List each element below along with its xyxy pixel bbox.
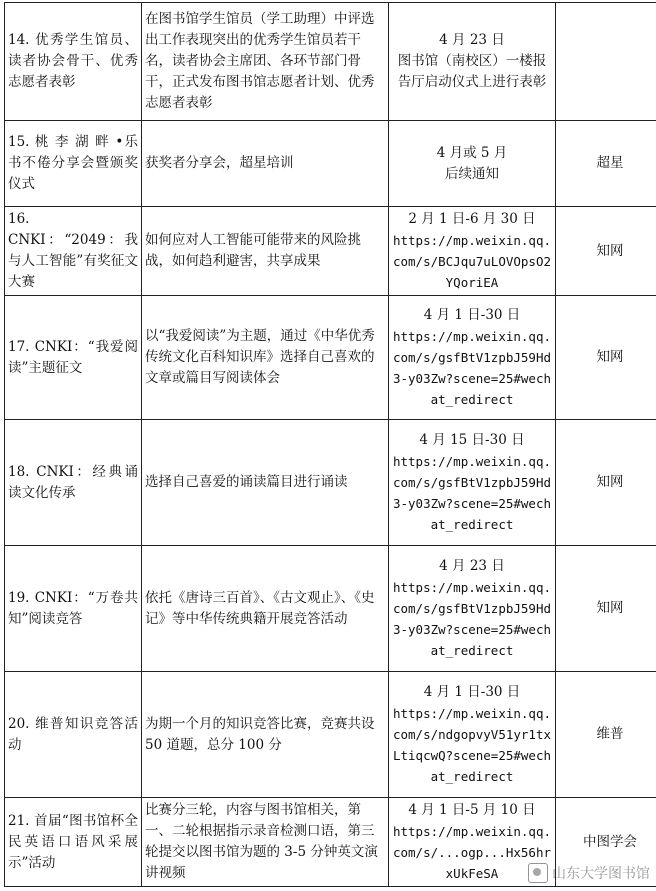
wechat-logo-icon bbox=[528, 863, 548, 883]
activity-description: 选择自己喜爱的诵读篇目进行诵读 bbox=[142, 420, 389, 546]
table-row bbox=[5, 207, 656, 296]
activity-date: 4 月 1 日-30 日 bbox=[423, 307, 521, 323]
activity-date: 4 月 1 日-5 月 10 日 bbox=[408, 802, 536, 818]
activity-description: 依托《唐诗三百首》、《古文观止》、《史记》等中华传统典籍开展竞答活动 bbox=[142, 546, 389, 672]
activity-date: 4 月或 5 月 bbox=[436, 144, 508, 161]
activity-date: 2 月 1 日-6 月 30 日 bbox=[408, 211, 536, 227]
activity-organizer: 知网 bbox=[556, 207, 656, 296]
table-row bbox=[5, 3, 656, 121]
activity-link[interactable]: https://mp.weixin.qq.com/s/gsfBtV1zpbJ59Hd3-y03Zw?scene=25#wechat_redirect bbox=[392, 329, 552, 407]
activity-time-cell bbox=[389, 420, 556, 546]
activity-note: 图书馆（南校区）一楼报告厅启动仪式上进行表彰 bbox=[397, 53, 547, 90]
activity-date: 4 月 23 日 bbox=[439, 32, 505, 48]
activity-description: 获奖者分享会，超星培训 bbox=[142, 121, 389, 207]
activity-link[interactable]: https://mp.weixin.qq.com/s/...ogp...Hx56hrxUkFeSA bbox=[392, 824, 552, 881]
activity-time-cell bbox=[389, 672, 556, 798]
activity-time-cell bbox=[389, 121, 556, 207]
activity-time-cell bbox=[389, 3, 556, 121]
activity-name: 15. 桃 李 湖 畔 •乐书不倦分享会暨颁奖仪式 bbox=[5, 121, 142, 207]
activity-time-cell bbox=[389, 296, 556, 420]
activity-description: 以“我爱阅读”为主题，通过《中华优秀传统文化百科知识库》选择自己喜欢的文章或篇目写阅读体会 bbox=[142, 296, 389, 420]
activity-link[interactable]: https://mp.weixin.qq.com/s/gsfBtV1zpbJ59Hd3-y03Zw?scene=25#wechat_redirect bbox=[392, 580, 552, 658]
activity-description: 如何应对人工智能可能带来的风险挑战，如何趋利避害，共享成果 bbox=[142, 207, 389, 296]
activity-organizer: 中图学会 bbox=[556, 798, 656, 887]
activity-organizer: 超星 bbox=[556, 121, 656, 207]
activity-name: 16. CNKI：“2049：我与人工智能”有奖征文大赛 bbox=[5, 207, 142, 296]
activity-name: 21. 首届“图书馆杯全民英语口语风采展示”活动 bbox=[5, 798, 142, 887]
activity-name: 19. CNKI：“万卷共知”阅读竞答 bbox=[5, 546, 142, 672]
table-row bbox=[5, 546, 656, 672]
table-row bbox=[5, 672, 656, 798]
activity-time-cell bbox=[389, 207, 556, 296]
activity-description: 比赛分三轮，内容与图书馆相关，第一、二轮根据指示录音检测口语，第三轮提交以图书馆为题的 3-5 分钟英文演讲视频 bbox=[142, 798, 389, 887]
activity-organizer: 知网 bbox=[556, 296, 656, 420]
activity-description: 在图书馆学生馆员（学工助理）中评选出工作表现突出的优秀学生馆员若干名，读者协会主席团、各环节部门骨干，正式发布图书馆志愿者计划、优秀志愿者表彰 bbox=[142, 3, 389, 121]
watermark-text: 山东大学图书馆 bbox=[552, 866, 650, 882]
activity-organizer: 维普 bbox=[556, 672, 656, 798]
table-row bbox=[5, 420, 656, 546]
activity-date: 4 月 1 日-30 日 bbox=[423, 684, 521, 700]
activity-table bbox=[4, 2, 656, 887]
activity-description: 为期一个月的知识竞答比赛，竞赛共设 50 道题，总分 100 分 bbox=[142, 672, 389, 798]
table-row bbox=[5, 296, 656, 420]
activity-link[interactable]: https://mp.weixin.qq.com/s/BCJqu7uLOVOpsO2YQoriEA bbox=[392, 233, 552, 290]
activity-time-cell bbox=[389, 546, 556, 672]
activity-organizer: 知网 bbox=[556, 546, 656, 672]
activity-organizer bbox=[556, 3, 656, 121]
watermark bbox=[528, 863, 650, 883]
activity-link[interactable]: https://mp.weixin.qq.com/s/gsfBtV1zpbJ59Hd3-y03Zw?scene=25#wechat_redirect bbox=[392, 454, 552, 532]
activity-name: 20. 维普知识竞答活动 bbox=[5, 672, 142, 798]
activity-name: 17. CNKI：“我爱阅读”主题征文 bbox=[5, 296, 142, 420]
activity-name: 14. 优秀学生馆员、读者协会骨干、优秀志愿者表彰 bbox=[5, 3, 142, 121]
activity-date: 4 月 23 日 bbox=[439, 558, 505, 574]
activity-note: 后续通知 bbox=[445, 165, 499, 182]
activity-organizer: 知网 bbox=[556, 420, 656, 546]
activity-date: 4 月 15 日-30 日 bbox=[419, 432, 525, 448]
activity-link[interactable]: https://mp.weixin.qq.com/s/ndgopvyV51yr1txLtiqcwQ?scene=25#wechat_redirect bbox=[392, 706, 552, 784]
activity-name: 18. CNKI：经典诵读文化传承 bbox=[5, 420, 142, 546]
table-row bbox=[5, 121, 656, 207]
